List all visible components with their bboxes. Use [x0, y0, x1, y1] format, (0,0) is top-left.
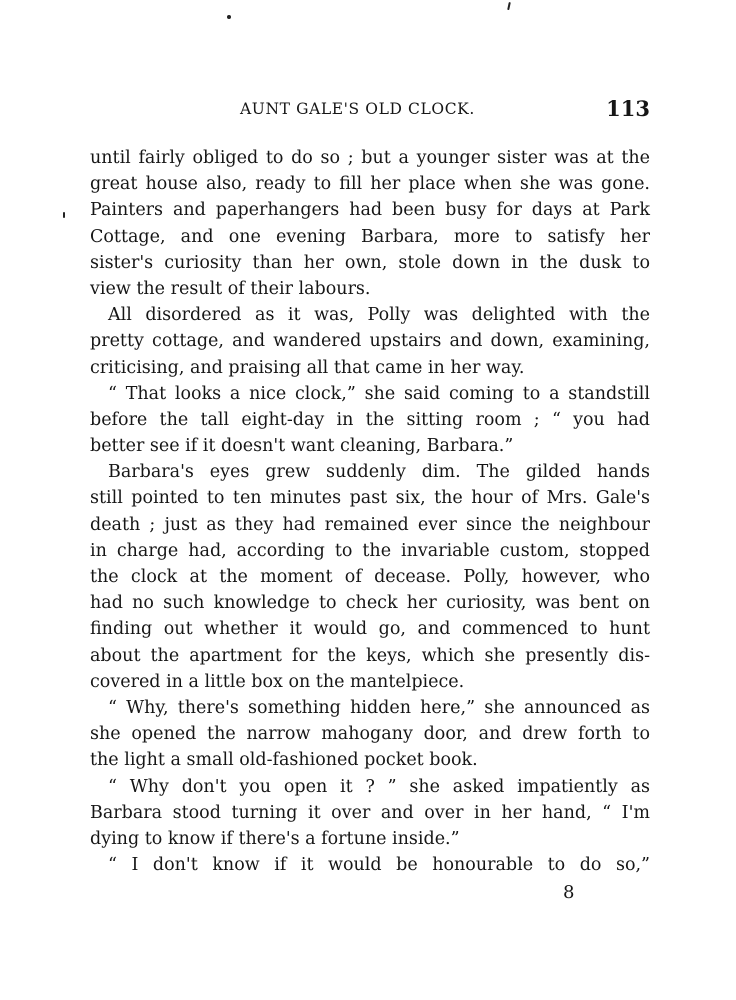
ink-speck — [507, 2, 510, 10]
text-line: before the tall eight-day in the sitting room ; “ you had — [90, 409, 650, 430]
text-line: covered in a little box on the mantelpiece. — [90, 671, 465, 692]
text-line: Barbara's eyes grew suddenly dim. The gilded hands — [108, 462, 650, 483]
text-line: Barbara stood turning it over and over in her hand, “ I'm — [90, 802, 650, 823]
text-line: great house also, ready to fill her place when she was gone. — [90, 174, 650, 195]
text-line: “ Why don't you open it ? ” she asked impatiently as — [108, 776, 650, 797]
text-line: view the result of their labours. — [90, 278, 371, 299]
text-line: better see if it doesn't want cleaning, Barbara.” — [90, 436, 514, 457]
text-line: she opened the narrow mahogany door, and drew forth to — [90, 724, 650, 745]
page-number: 113 — [606, 96, 650, 121]
text-line: Painters and paperhangers had been busy for days at Park — [90, 200, 650, 221]
text-line: the clock at the moment of decease. Polly, however, who — [90, 567, 650, 587]
ink-speck — [227, 15, 231, 19]
text-line: “ I don't know if it would be honourable to do so,” — [108, 855, 650, 876]
text-line: the light a small old-fashioned pocket book. — [90, 750, 478, 771]
text-line: finding out whether it would go, and commenced to hunt — [90, 619, 650, 640]
text-line: dying to know if there's a fortune inside.” — [90, 828, 460, 849]
text-line: Cottage, and one evening Barbara, more to satisfy her — [90, 226, 650, 247]
text-line: All disordered as it was, Polly was delighted with the — [108, 305, 650, 326]
text-line: “ That looks a nice clock,” she said coming to a standstill — [108, 383, 650, 404]
page-header — [90, 96, 650, 126]
signature-mark: 8 — [563, 882, 575, 903]
text-line: still pointed to ten minutes past six, the hour of Mrs. Gale's — [90, 488, 650, 509]
text-line: “ Why, there's something hidden here,” she announced as — [108, 697, 650, 718]
ink-speck — [63, 212, 65, 218]
text-line: about the apartment for the keys, which she presently dis- — [90, 645, 650, 666]
running-title: AUNT GALE'S OLD CLOCK. — [240, 100, 475, 118]
text-line: pretty cottage, and wandered upstairs and down, examining, — [90, 331, 650, 352]
text-line: had no such knowledge to check her curiosity, was bent on — [90, 593, 650, 614]
text-line: criticising, and praising all that came in her way. — [90, 357, 525, 378]
text-line: sister's curiosity than her own, stole down in the dusk to — [90, 252, 650, 273]
text-line: death ; just as they had remained ever since the neighbour — [90, 514, 650, 535]
text-line: in charge had, according to the invariable custom, stopped — [90, 540, 650, 561]
body-text — [90, 145, 650, 878]
text-line: until fairly obliged to do so ; but a younger sister was at the — [90, 148, 650, 168]
